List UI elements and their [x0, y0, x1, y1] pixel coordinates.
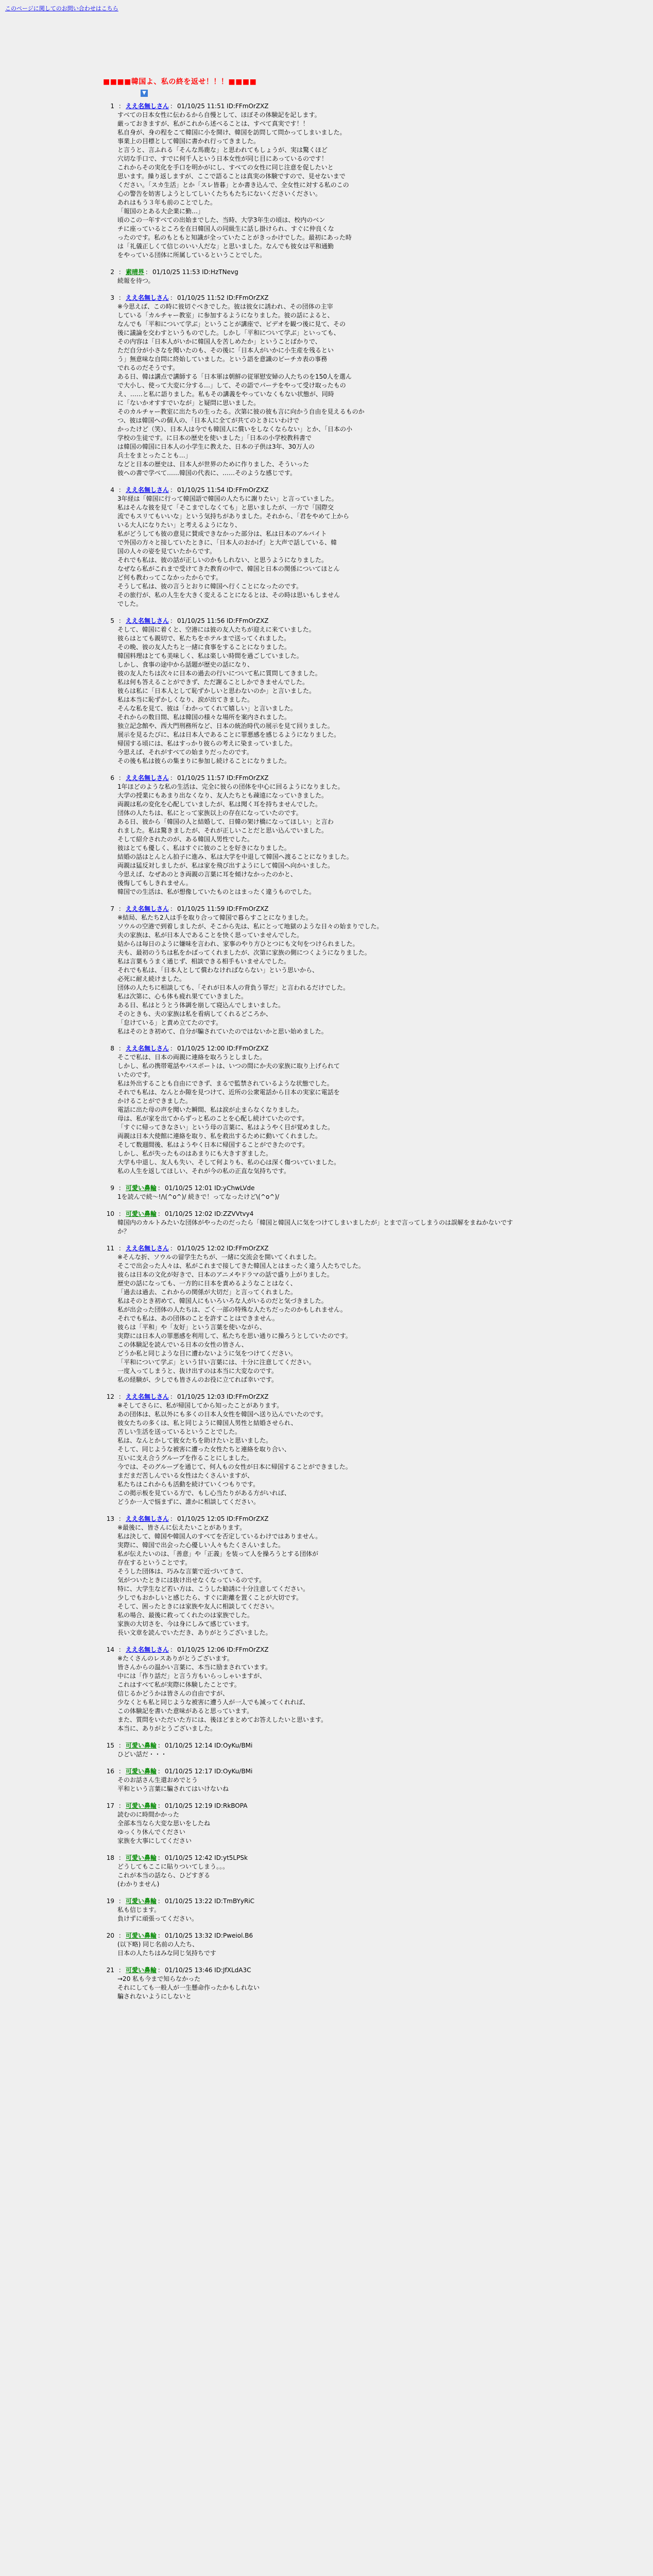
post-body: すべての日本女性に伝わるから自慢として、ほぼその体験記を記します。 厳っておきますが、私がこれから述べることは、すべて真実です！！ 私自身が、身の程をこて韓国に小を開け、韓国を訪問して問かってしまいました。 事業上の目標として韓国に書かれ行ってきました。 と言うと、言ふれる「そんな馬鹿な」と思われてもしょうが、実は驚くほど 穴切な手口で、すでに何千人という日本女性が同じ目にあっているのです！ これからその実化を手口を明かがにし、すべての女性に同じ注意を促したいと 思います。繰り返しますが、ここで語ることは真実の体験ですので、見せないまで ください。「スカ生活」とか「スレ皆暮」とか書き込んで、全女性に対する私のこの 心の警告を妨害しようとしてしいくたちもたちにないくださいください。 あれはもう３年も前のことでした。 「報国のとある大企業に勤…」 頃のこの一年すべての出始までした、当時、大学3年生の頃は、校内のベン チに座っているところを在日韓国人の同級生に話し掛けられ、すぐに仲良くな ったのです。私のもともと知識が全っていたことがきっかけでした。最初にあった時 は「礼儀正しくて信じのいい人だな」と思いました。なんでも彼女は平和通勤 をやっている団体に所属しているということでした。	[117, 111, 352, 259]
poster-name[interactable]: ええ名無しさん	[126, 1245, 169, 1252]
post	[103, 1741, 525, 1759]
poster-name[interactable]: 可愛い鼻輪	[126, 1184, 157, 1192]
post-header	[103, 1767, 525, 1776]
poster-name[interactable]: ええ名無しさん	[126, 1393, 169, 1400]
separator: ：	[158, 1897, 164, 1905]
post	[103, 1244, 525, 1384]
post-body: 続報を待つ。	[117, 277, 154, 284]
separator: ：	[118, 1967, 125, 1974]
post-meta: 01/10/25 12:19 ID:RkBOPA	[165, 1802, 248, 1809]
poster-name[interactable]: 可愛い鼻輪	[126, 1210, 157, 1217]
post-body: 1年ほどのような私の生活は、完全に彼らの団体を中心に回るようになりました。 大学の授業にもあまり出なくなり、友人たちとも疎遠になっていきました。 両親は私の変化を心配していましたが、私は聞く耳を持ちませんでした。 団体の人たちは、私にとって家族以上の存在になっていたのです。 ある日、彼から「韓国の人と結婚して、日韓の架け橋になってほしい」と言わ れました。私は驚きましたが、それが正しいことだと思い込んでいました。 そして紹介されたのが、ある韓国人男性でした。 彼はとても優しく、私はすぐに彼のことを好きになりました。 結婚の話はとんとん拍子に進み、私は大学を中退して韓国へ渡ることになりました。 両親は猛反対しましたが、私は家を飛び出すようにして韓国へ向かいました。 今思えば、なぜあのとき両親の言葉に耳を傾けなかったのかと、 後悔してもしきれません。 韓国での生活は、私が想像していたものとはまったく違うものでした。	[117, 783, 353, 895]
post-number[interactable]: 11	[106, 1245, 114, 1252]
post-body: 韓国内のカルトみたいな団体がやったのだったら「韓国と韓国人に気をつけてしまいましたが」とまで言ってしまうのは誤解をまねかないですか？	[117, 1219, 513, 1235]
post-body: ※たくさんのレスありがとうございます。 皆さんからの温かい言葉に、本当に励まされています。 中には「作り話だ」と言う方もいらっしゃいますが、 これはすべて私が実際に体験したことです。 信じるかどうかは皆さんの自由ですが、 少なくとも私と同じような被害に遭う人が一人でも減ってくれれば、 この体験記を書いた意味があると思っています。 また、質問をいただいた方には、後ほどまとめてお答えしたいと思います。 本当に、ありがとうございました。	[117, 1655, 328, 1732]
separator: ：	[158, 1802, 164, 1809]
poster-name[interactable]: ええ名無しさん	[126, 905, 169, 912]
post-header	[103, 1646, 525, 1654]
post-header	[103, 1184, 525, 1193]
post-header	[103, 617, 525, 625]
poster-name[interactable]: 可愛い鼻輪	[126, 1854, 157, 1861]
post-number[interactable]: 21	[106, 1967, 114, 1974]
post-header	[103, 1210, 525, 1218]
poster-name[interactable]: 素晴界	[126, 268, 145, 276]
post	[103, 774, 525, 896]
post	[103, 1393, 525, 1506]
separator: ：	[118, 1515, 125, 1522]
post	[103, 1515, 525, 1637]
separator: ：	[118, 1646, 125, 1653]
separator: ：	[158, 1967, 164, 1974]
separator: ：	[158, 1742, 164, 1749]
thread-title: ■■■■韓国よ、私の終を返せ！！！■■■■	[103, 78, 257, 86]
post-body: 読むのに時間かかった 全部本当なら大変な思いをしたね ゆっくり休んでください 家族を大事にしてください	[117, 1811, 211, 1844]
separator: ：	[118, 1393, 125, 1400]
poster-name[interactable]: 可愛い鼻輪	[126, 1742, 157, 1749]
post-number[interactable]: 6	[110, 774, 114, 782]
post-header	[103, 1244, 525, 1253]
separator: ：	[170, 486, 177, 494]
post-body: そして、韓国に着くと、空港には彼の友人たちが迎えに来ていました。 彼らはとても親切で、私たちをホテルまで送ってくれました。 その晩、彼の友人たちと一緒に食事をすることになりました。 韓国料理はとても美味しく、私は楽しい時間を過ごしていました。 しかし、食事の途中から話題が歴史の話になり、 彼の友人たちは次々に日本の過去の行いについて私に質問してきました。 私は何も答えることができず、ただ謝ることしかできませんでした。 彼らは私に「日本人として恥ずかしいと思わないのか」と言いました。 私は本当に恥ずかしくなり、涙が出てきました。 そんな私を見て、彼は「わかってくれて嬉しい」と言いました。 それからの数日間、私は韓国の様々な場所を案内されました。 独立記念館や、西大門刑務所など、日本の統治時代の展示を見て回りました。 展示を見るたびに、私は日本人であることに罪悪感を感じるようになりました。 帰国する頃には、私はすっかり彼らの考えに染まっていました。 今思えば、それがすべての始まりだったのです。 その後も私は彼らの集まりに参加し続けることになりました。	[117, 626, 340, 765]
post-meta: 01/10/25 11:57 ID:FFmOrZXZ	[177, 774, 269, 782]
post-body: 3年経は「韓国に行って韓国語で韓国の人たちに謝りたい」と言っていました。 私はそんな彼を見て「そこまでしなくても」と思いましたが、一方で「国際交 流でもスリてもいいな」という気持ちがありました。それから、「君をやめて上から いる大人になりたい」と考えるようになり、 私がどうしても彼の意見に賛成できなかった部分は、私は日本のアルバイト で外国の方々と接していたときに、「日本人のおかげ」と大声で話している、韓 国の人々の姿を見ていたからです。 それでも私は、彼の話が正しいのかもしれない、と思うようになりました。 なぜなら私がこれまで受けてきた教育の中で、韓国と日本の関係についてほとん ど何も教わってこなかったからです。 そうして私は、彼の言うとおりに韓国へ行くことになったのです。 その旅行が、私の人生を大きく変えることになるとは、その時は思いもしません でした。	[117, 495, 350, 607]
post	[103, 268, 525, 285]
post-body: ※そしてさらに、私が帰国してから知ったことがあります。 あの団体は、私以外にも多くの日本人女性を韓国へ送り込んでいたのです。 彼女たちの多くは、私と同じように韓国人男性と結婚させられ、 苦しい生活を送っているということでした。 私は、なんとかして彼女たちを助けたいと思いました。 そして、同じような被害に遭った女性たちと連絡を取り合い、 互いに支え合うグループを作ることにしました。 今では、そのグループを通じて、何人もの女性が日本に帰国することができました。 まだまだ苦しんでいる女性はたくさんいますが、 私たちはこれからも活動を続けていくつもりです。 この掲示板を見ている方で、もし心当たりがある方がいれば、 どうか一人で悩まずに、誰かに相談してください。	[117, 1402, 352, 1505]
separator: ：	[158, 1210, 164, 1217]
post-number[interactable]: 9	[110, 1184, 114, 1192]
post	[103, 1966, 525, 2001]
post	[103, 1931, 525, 1958]
separator: ：	[118, 1932, 125, 1939]
post-meta: 01/10/25 11:53 ID:HzTNevg	[152, 268, 238, 276]
post-number[interactable]: 8	[110, 1045, 114, 1052]
post-body: ※今思えば、この時に彼切ぐべきでした。彼は彼女に誘われ、その団体の主宰 している「カルチャー教室」に参加するようになりました。彼の話によると、 なんでも「平和について学ぶ」ということが講座で、ビデオを観つ後に見て、その 後に議論を交わすというものでした。しかし「平和について学ぶ」といっても、 その内容は「日本人がいかに韓国人を苦しめたか」ということばかりで、 ただ自分が小さなを聞いたのも、その後に「日本人がいかに小生産を残るとい う」無意味な自問に終始していました。という語を意識のピーチカ表の事務 でれるのだそうです。 ある日、韓は講点で講師する「日本軍は朝鮮の従軍慰安婦の人たちのを150人を選ん で大小し、使って大変に分する…」して、その語でパーテをやって受け取ったもの え、……と私に語りました。私もその講義をやっていなくもない状態が、同時 に「ないかオすすでいなが」と疑問に思いました。 そのカルチャー教室に出たちの生ったる。次第に彼の彼も言に向かう自由を見えるものか つ、彼は韓国への個人の、「日本人に全てが共てのときにいわけで かったけど（笑）、日本人は今でも韓国人に償いをしなくならない」とか、「日本の小 学校の生徒です。に日本の歴史を使いました」「日本の小学校教科書で は韓国の韓国に日本人の小学生に教えた、日本の子供は3年、30万人の 兵士をまとったことも…」 などと日本の歴史は、日本人が世界のために作りました、そういった 彼への書で学べて……韓国の代表に、……そのような感じです。	[117, 303, 365, 477]
separator: ：	[170, 103, 177, 110]
post	[103, 905, 525, 1036]
post-header	[103, 1515, 525, 1523]
post	[103, 1897, 525, 1923]
post-meta: 01/10/25 12:02 ID:FFmOrZXZ	[177, 1245, 269, 1252]
separator: ：	[158, 1932, 164, 1939]
separator: ：	[118, 1768, 125, 1775]
post-number[interactable]: 10	[106, 1210, 114, 1217]
separator: ：	[158, 1184, 164, 1192]
post-body: ※最後に、皆さんに伝えたいことがあります。 私は決して、韓国や韓国人のすべてを否定しているわけではありません。 実際に、韓国で出会った心優しい人々もたくさんいました。 私が伝えたいのは、「善意」や「正義」を装って人を操ろうとする団体が 存在するということです。 そうした団体は、巧みな言葉で近づいてきて、 気がついたときには抜け出せなくなっているのです。 特に、大学生など若い方は、こうした勧誘に十分注意してください。 少しでもおかしいと感じたら、すぐに距離を置くことが大切です。 そして、困ったときには家族や友人に相談してください。 私の場合、最後に救ってくれたのは家族でした。 家族の大切さを、今は身にしみて感じています。 長い文章を読んでいただき、ありがとうございました。	[117, 1524, 322, 1636]
post-header	[103, 1393, 525, 1401]
post-body: どうしてもここに貼りついてしまう。。。 これが本当の話なら、ひどすぎる (わかりません)	[117, 1863, 229, 1888]
post-header	[103, 1854, 525, 1862]
post-meta: 01/10/25 11:56 ID:FFmOrZXZ	[177, 617, 269, 624]
post-header	[103, 774, 525, 783]
poster-name[interactable]: ええ名無しさん	[126, 103, 169, 110]
separator: ：	[118, 1184, 125, 1192]
separator: ：	[158, 1768, 164, 1775]
post-number[interactable]: 13	[106, 1515, 114, 1522]
separator: ：	[170, 1045, 177, 1052]
post-header	[103, 1897, 525, 1906]
separator: ：	[158, 1854, 164, 1861]
post-meta: 01/10/25 12:03 ID:FFmOrZXZ	[177, 1393, 269, 1400]
post-number[interactable]: 1	[110, 103, 114, 110]
post	[103, 1044, 525, 1176]
post-header	[103, 268, 525, 277]
poster-name[interactable]: ええ名無しさん	[126, 1045, 169, 1052]
separator: ：	[118, 1742, 125, 1749]
post-meta: 01/10/25 11:59 ID:FFmOrZXZ	[177, 905, 269, 912]
post	[103, 1210, 525, 1236]
post-header	[103, 1966, 525, 1975]
post-number[interactable]: 3	[110, 294, 114, 301]
separator: ：	[170, 905, 177, 912]
post-header	[103, 486, 525, 495]
separator: ：	[118, 1045, 125, 1052]
post-number[interactable]: 7	[110, 905, 114, 912]
separator: ：	[145, 268, 152, 276]
separator: ：	[118, 905, 125, 912]
post-number[interactable]: 5	[110, 617, 114, 624]
post-number[interactable]: 16	[106, 1768, 114, 1775]
separator: ：	[118, 617, 125, 624]
poster-name[interactable]: 可愛い鼻輪	[126, 1897, 157, 1905]
post	[103, 1184, 525, 1201]
post	[103, 1854, 525, 1889]
post-meta: 01/10/25 12:06 ID:FFmOrZXZ	[177, 1646, 269, 1653]
post-body: そこで私は、日本の両親に連絡を取ろうとしました。 しかし、私の携帯電話やパスポートは、いつの間にか夫の家族に取り上げられて いたのです。 私は外出することも自由にできず、まるで監禁されているような状態でした。 それでも私は、なんとか隙を見つけて、近所の公衆電話から日本の実家に電話を かけることができました。 電話に出た母の声を聞いた瞬間、私は涙が止まらなくなりました。 母は、私が家を出てからずっと私のことを心配し続けていたのです。 「すぐに帰ってきなさい」という母の言葉に、私はようやく目が覚めました。 両親は日本大使館に連絡を取り、私を救出するために動いてくれました。 そして数週間後、私はようやく日本に帰国することができたのです。 しかし、私が失ったものはあまりにも大きすぎました。 大学も中退し、友人も失い、そして何よりも、私の心は深く傷ついていました。 私の人生を返してほしい、それが今の私の正直な気持ちです。	[117, 1054, 340, 1175]
poster-name[interactable]: 可愛い鼻輪	[126, 1967, 157, 1974]
post-meta: 01/10/25 13:46 ID:JfXLdA3C	[165, 1967, 251, 1974]
separator: ：	[118, 1897, 125, 1905]
post	[103, 294, 525, 478]
post-body: 私も信じます。 負けずに頑張ってください。	[117, 1906, 198, 1922]
post-body: ひどい話だ・・・	[117, 1751, 167, 1758]
post-meta: 01/10/25 11:52 ID:FFmOrZXZ	[177, 294, 269, 301]
post-number[interactable]: 4	[110, 486, 114, 494]
post-header	[103, 1802, 525, 1810]
nav-row	[103, 89, 185, 97]
poster-name[interactable]: 可愛い鼻輪	[126, 1768, 157, 1775]
separator: ：	[118, 1245, 125, 1252]
post-body: 1を読んで続〜!/\(^o^)/ 続きで！ってなったけど\(^o^)/	[117, 1193, 280, 1200]
contact-link[interactable]: このページに関してのお問い合わせはこちら	[5, 5, 118, 12]
post	[103, 486, 525, 608]
post-number[interactable]: 17	[106, 1802, 114, 1809]
separator: ：	[170, 1393, 177, 1400]
post-meta: 01/10/25 12:42 ID:yt5LPSk	[165, 1854, 248, 1861]
post-meta: 01/10/25 12:01 ID:yChwLVde	[165, 1184, 255, 1192]
separator: ：	[118, 1802, 125, 1809]
post-number[interactable]: 18	[106, 1854, 114, 1861]
post-meta: 01/10/25 11:54 ID:FFmOrZXZ	[177, 486, 269, 494]
post	[103, 617, 525, 766]
separator: ：	[118, 1854, 125, 1861]
post-body: そのお話さん生還おめでとう 平和という言葉に騙されてはいけないね	[117, 1776, 229, 1792]
post-number[interactable]: 14	[106, 1646, 114, 1653]
separator: ：	[118, 294, 125, 301]
separator: ：	[118, 774, 125, 782]
post-meta: 01/10/25 12:02 ID:ZZVVtvy4	[165, 1210, 254, 1217]
separator: ：	[170, 1515, 177, 1522]
down-arrow-icon[interactable]: ▼	[141, 90, 148, 97]
post	[103, 102, 525, 260]
post-meta: 01/10/25 12:17 ID:OyKu/BMi	[165, 1768, 253, 1775]
poster-name[interactable]: ええ名無しさん	[126, 1646, 169, 1653]
separator: ：	[170, 774, 177, 782]
separator: ：	[118, 486, 125, 494]
post-number[interactable]: 2	[110, 268, 114, 276]
poster-name[interactable]: ええ名無しさん	[126, 486, 169, 494]
post-header	[103, 1931, 525, 1940]
post-meta: 01/10/25 13:22 ID:TmBYyRiC	[165, 1897, 255, 1905]
post-number[interactable]: 20	[106, 1932, 114, 1939]
post-meta: 01/10/25 12:14 ID:OyKu/BMi	[165, 1742, 253, 1749]
post-body: ※そんな折、ソウルの留学生たちが、一緒に交流会を開いてくれました。 そこで出会った人々は、私がこれまで接してきた韓国人とはまったく違う人たちでした。 彼らは日本の文化が好きで、日本のアニメやドラマの話で盛り上がりました。 歴史の話になっても、一方的に日本を責めるようなことはなく、 「過去は過去、これからの関係が大切だ」と言ってくれました。 私はそのとき初めて、韓国人にもいろいろな人がいるのだと気づきました。 私が出会った団体の人たちは、ごく一部の特殊な人たちだったのかもしれません。 それでも私は、あの団体のことを許すことはできません。 彼らは「平和」や「友好」という言葉を使いながら、 実際には日本人の罪悪感を利用して、私たちを思い通りに操ろうとしていたのです。 この体験記を読んでいる日本の女性の皆さん、 どうか私と同じような目に遭わないように気をつけてください。 「平和について学ぶ」という甘い言葉には、十分に注意してください。 一度入ってしまうと、抜け出すのは本当に大変なのです。 私の経験が、少しでも皆さんのお役に立てれば幸いです。	[117, 1253, 365, 1383]
post-header	[103, 102, 525, 111]
post-body: →20 私も今まで知らなかった それにしても一般人が一生懸命作ったかもしれない 騙されないようにしないと	[117, 1975, 260, 2000]
post-meta: 01/10/25 11:51 ID:FFmOrZXZ	[177, 103, 269, 110]
post	[103, 1646, 525, 1733]
post	[103, 1802, 525, 1845]
post-body: ※結局、私たち2人は手を取り合って韓国で暮らすことになりました。 ソウルの空港で到着しましたが、そこから先は、私にとって地獄のような日々の始まりでした。 夫の家族は、私が日本人であることを快く思っていませんでした。 姑からは毎日のように嫌味を言われ、家事のやり方ひとつにも文句をつけられました。 夫も、最初のうちは私をかばってくれましたが、次第に家族の側につくようになりました。 私は言葉もうまく通じず、相談できる相手もいませんでした。 それでも私は、「日本人として償わなければならない」という思いから、 必死に耐え続けました。 団体の人たちに相談しても、「それが日本人の背負う罪だ」と言われるだけでした。 私は次第に、心も体も疲れ果てていきました。 ある日、私はとうとう体調を崩して寝込んでしまいました。 そのときも、夫の家族は私を看病してくれるどころか、 「怠けている」と責め立てたのです。 私はそのとき初めて、自分が騙されていたのではないかと思い始めました。	[117, 914, 383, 1035]
separator: ：	[118, 268, 125, 276]
post-header	[103, 294, 525, 302]
post-meta: 01/10/25 12:05 ID:FFmOrZXZ	[177, 1515, 269, 1522]
post-number[interactable]: 15	[106, 1742, 114, 1749]
post-header	[103, 1044, 525, 1053]
separator: ：	[170, 1245, 177, 1252]
post-list	[103, 102, 525, 2001]
separator: ：	[118, 1210, 125, 1217]
poster-name[interactable]: 可愛い鼻輪	[126, 1802, 157, 1809]
post-number[interactable]: 19	[106, 1897, 114, 1905]
separator: ：	[170, 294, 177, 301]
post-header	[103, 905, 525, 913]
separator: ：	[170, 1646, 177, 1653]
poster-name[interactable]: ええ名無しさん	[126, 294, 169, 301]
poster-name[interactable]: ええ名無しさん	[126, 774, 169, 782]
poster-name[interactable]: ええ名無しさん	[126, 617, 169, 624]
post-body: (以下略) 同じ名前の人たち、 日本の人たちはみな同じ気持ちです	[117, 1941, 216, 1957]
poster-name[interactable]: 可愛い鼻輪	[126, 1932, 157, 1939]
post-meta: 01/10/25 13:32 ID:Pweiol.B6	[165, 1932, 253, 1939]
separator: ：	[170, 617, 177, 624]
post-meta: 01/10/25 12:00 ID:FFmOrZXZ	[177, 1045, 269, 1052]
thread	[103, 76, 525, 2009]
post-number[interactable]: 12	[106, 1393, 114, 1400]
poster-name[interactable]: ええ名無しさん	[126, 1515, 169, 1522]
post-header	[103, 1741, 525, 1750]
post	[103, 1767, 525, 1793]
separator: ：	[118, 103, 125, 110]
